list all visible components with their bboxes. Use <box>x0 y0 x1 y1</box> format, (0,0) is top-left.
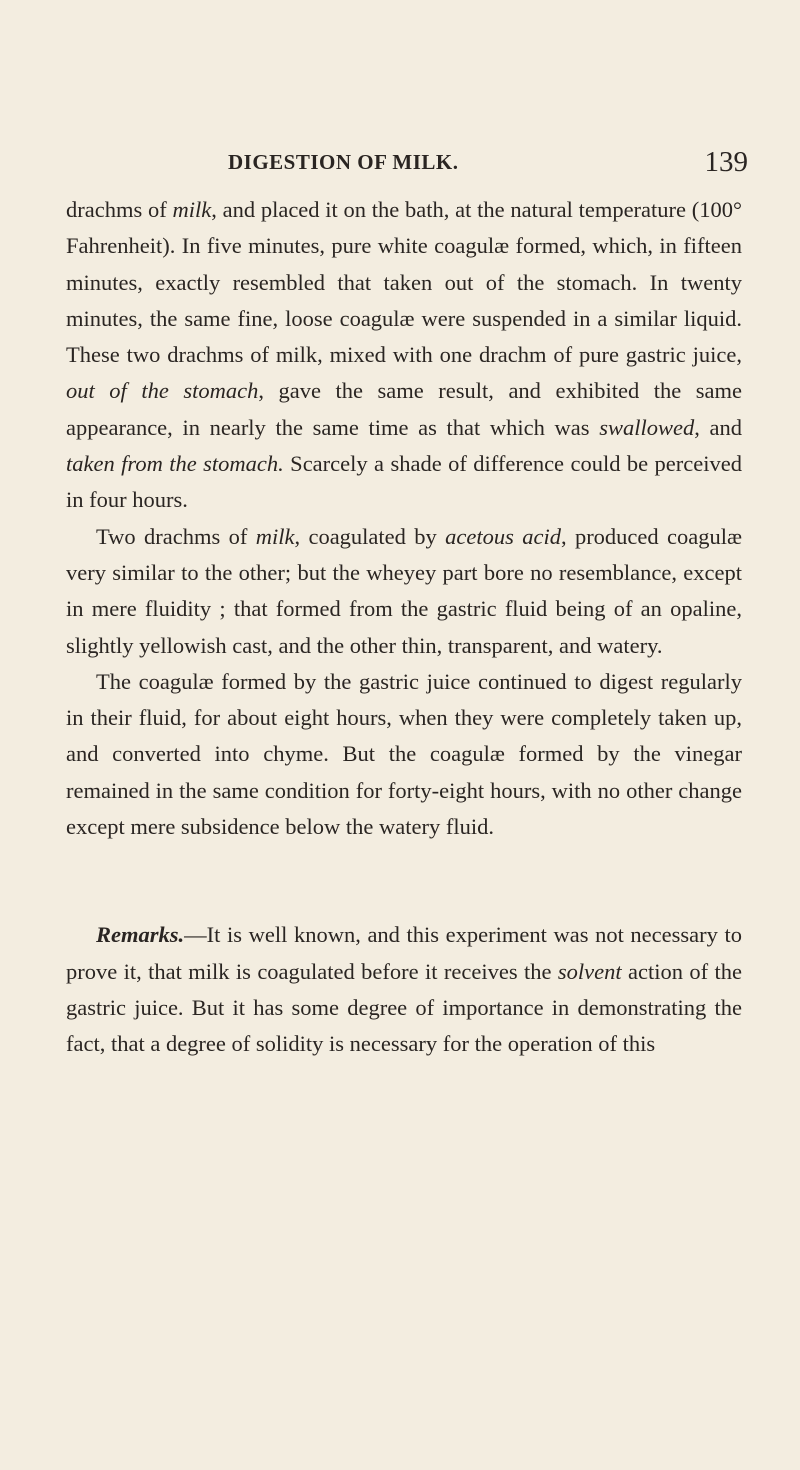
italic-segment: milk <box>255 523 295 549</box>
page-number: 139 <box>704 146 748 178</box>
text-segment: , and placed it on the bath, at the natural temperature (100° Fahrenheit). In five minutes, pure white coagulæ formed, which, in fifteen minutes, exactly resembled that taken out of the stomach. In twenty minutes, the same fine, loose coagulæ were suspended in a similar liquid. These two drachms of milk, mixed with one drachm of pure gastric juice, <box>66 197 743 368</box>
italic-segment: out of the stomach <box>66 378 259 404</box>
running-head-title: DIGESTION OF MILK. <box>228 150 459 174</box>
text-segment: drachms of <box>66 197 173 222</box>
paragraph-milk-bath <box>66 192 742 519</box>
running-head <box>212 146 748 182</box>
text-segment: , gave the same result, and exhibited the same appearance, in nearly the same time as that which was <box>66 378 742 440</box>
text-segment: action of the gastric juice. But it has some degree of importance in demonstrating the fact, that a degree of solidity is necessary for the operation of this <box>66 958 742 1057</box>
text-segment: The coagulæ formed by the gastric juice continued to digest regularly in their fluid, for about eight hours, when they were completely taken up, and converted into chyme. But the coagulæ formed by the vinegar remained in the same condition for forty-eight hours, with no other change except mere subsidence below the watery fluid. <box>66 668 742 840</box>
paragraph-spacer <box>66 845 742 917</box>
italic-segment: swallowed <box>599 414 695 440</box>
italic-segment: taken from the stomach. <box>66 451 284 477</box>
italic-segment: acetous acid <box>445 523 561 549</box>
text-segment: , produced coagulæ very similar to the other; but the wheyey part bore no resemblance, except in mere fluidity ; that formed from the gastric fluid being of an opaline, slightly yellowish cast, and the other thin, transparent, and watery. <box>66 523 742 658</box>
paragraph-coagulae-digest <box>66 664 742 845</box>
body-text <box>66 192 742 1063</box>
paragraph-acetous-acid <box>66 519 742 664</box>
italic-segment: milk <box>172 197 212 222</box>
text-segment: —It is well known, and this experiment was not necessary to prove it, that milk is coagulated before it receives the <box>66 922 742 984</box>
text-segment: Scarcely a shade of difference could be perceived in four hours. <box>66 451 742 513</box>
text-segment: , coagulated by <box>294 523 446 549</box>
text-segment: Two drachms of <box>96 523 256 549</box>
italic-segment: solvent <box>557 958 622 984</box>
remarks-label: Remarks. <box>96 922 185 948</box>
paragraph-remarks <box>66 917 742 1062</box>
text-segment: , and <box>694 414 742 440</box>
